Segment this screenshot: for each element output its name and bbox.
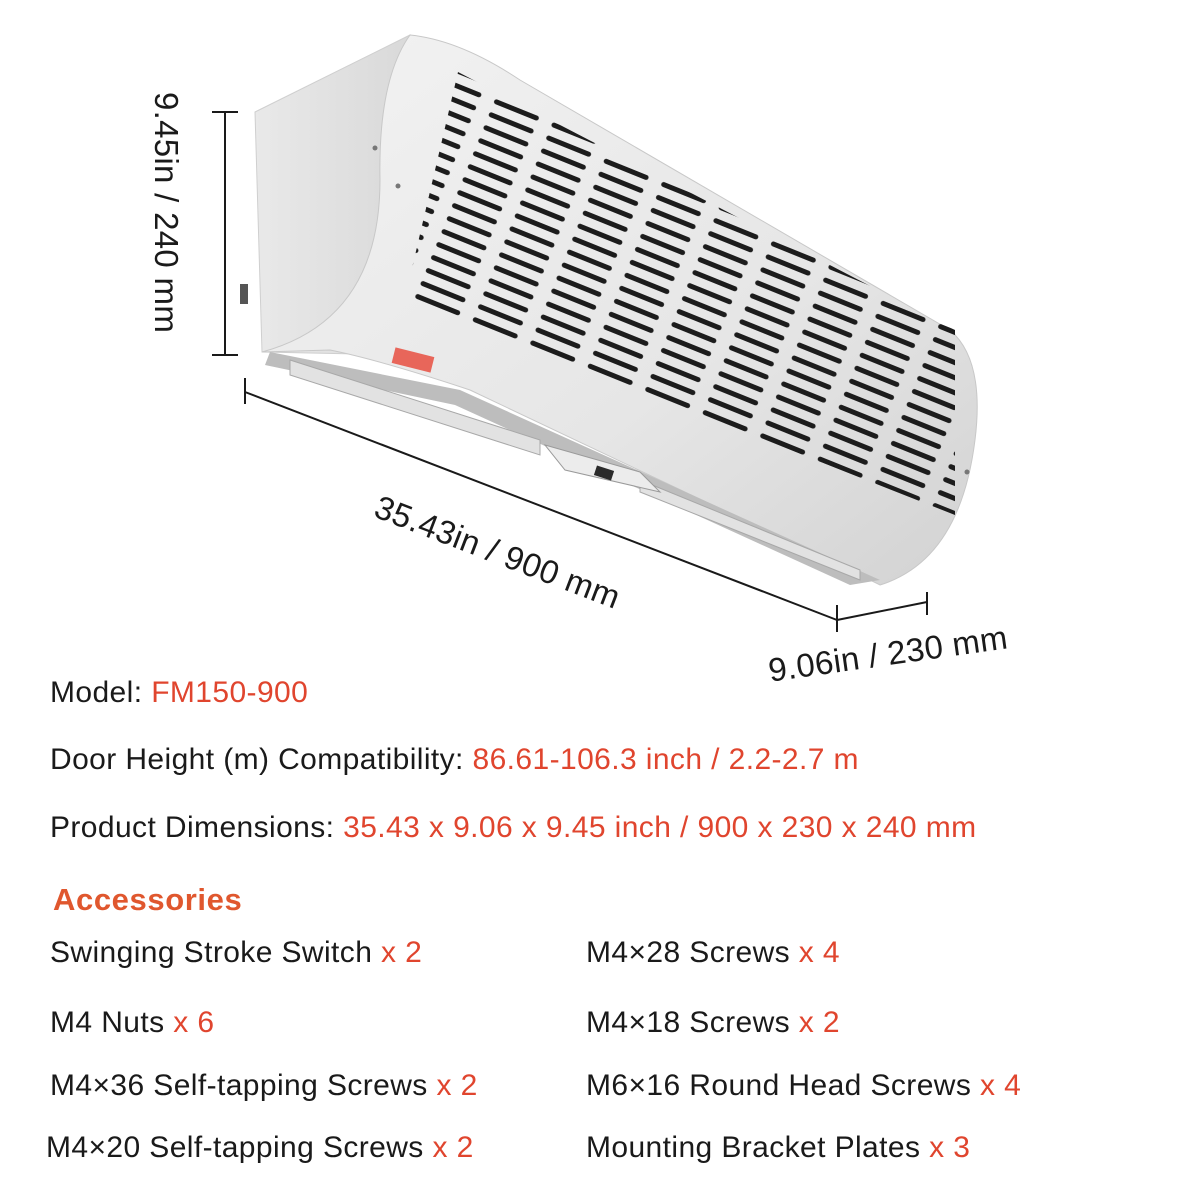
spec-door-height-label: Door Height (m) Compatibility: <box>50 743 473 776</box>
length-dimension-label: 35.43in / 900 mm <box>369 488 626 616</box>
accessory-item <box>50 1069 478 1103</box>
accessory-name: M4×18 Screws <box>586 1006 799 1039</box>
spec-product-dimensions <box>50 811 977 845</box>
accessory-qty: x 2 <box>381 936 423 969</box>
accessory-qty: x 2 <box>436 1069 478 1102</box>
accessory-qty: x 4 <box>979 1069 1022 1102</box>
spec-door-height-value: 86.61-106.3 inch / 2.2-2.7 m <box>472 743 859 776</box>
height-dimension-label: 9.45in / 240 mm <box>148 92 185 334</box>
accessory-item <box>46 1131 474 1165</box>
spec-model <box>50 676 308 710</box>
accessory-qty: x 4 <box>798 936 841 969</box>
accessory-item <box>50 936 422 970</box>
accessory-name: M4×28 Screws <box>586 936 799 969</box>
accessory-name: M4×36 Self-tapping Screws <box>50 1069 437 1102</box>
accessory-name: Mounting Bracket Plates <box>586 1131 930 1164</box>
spec-product-dimensions-value: 35.43 x 9.06 x 9.45 inch / 900 x 230 x 240 mm <box>343 811 977 844</box>
accessory-name: M6×16 Round Head Screws <box>586 1069 980 1102</box>
spec-model-label: Model: <box>50 676 152 709</box>
accessory-item <box>586 936 840 970</box>
spec-door-height <box>50 743 859 777</box>
accessory-item <box>586 1006 840 1040</box>
spec-model-value: FM150-900 <box>151 676 309 709</box>
accessory-name: M4 Nuts <box>50 1006 174 1039</box>
accessory-qty: x 2 <box>432 1131 474 1164</box>
accessory-qty: x 3 <box>929 1131 971 1164</box>
accessory-item <box>50 1006 214 1040</box>
accessories-title: Accessories <box>53 882 243 917</box>
spec-product-dimensions-label: Product Dimensions: <box>50 811 344 844</box>
accessory-name: Swinging Stroke Switch <box>50 936 382 969</box>
accessory-qty: x 2 <box>798 1006 841 1039</box>
accessory-item <box>586 1069 1021 1103</box>
accessory-name: M4×20 Self-tapping Screws <box>46 1131 433 1164</box>
accessory-item <box>586 1131 970 1165</box>
accessory-qty: x 6 <box>173 1006 215 1039</box>
depth-dimension-label: 9.06in / 230 mm <box>766 618 1010 689</box>
